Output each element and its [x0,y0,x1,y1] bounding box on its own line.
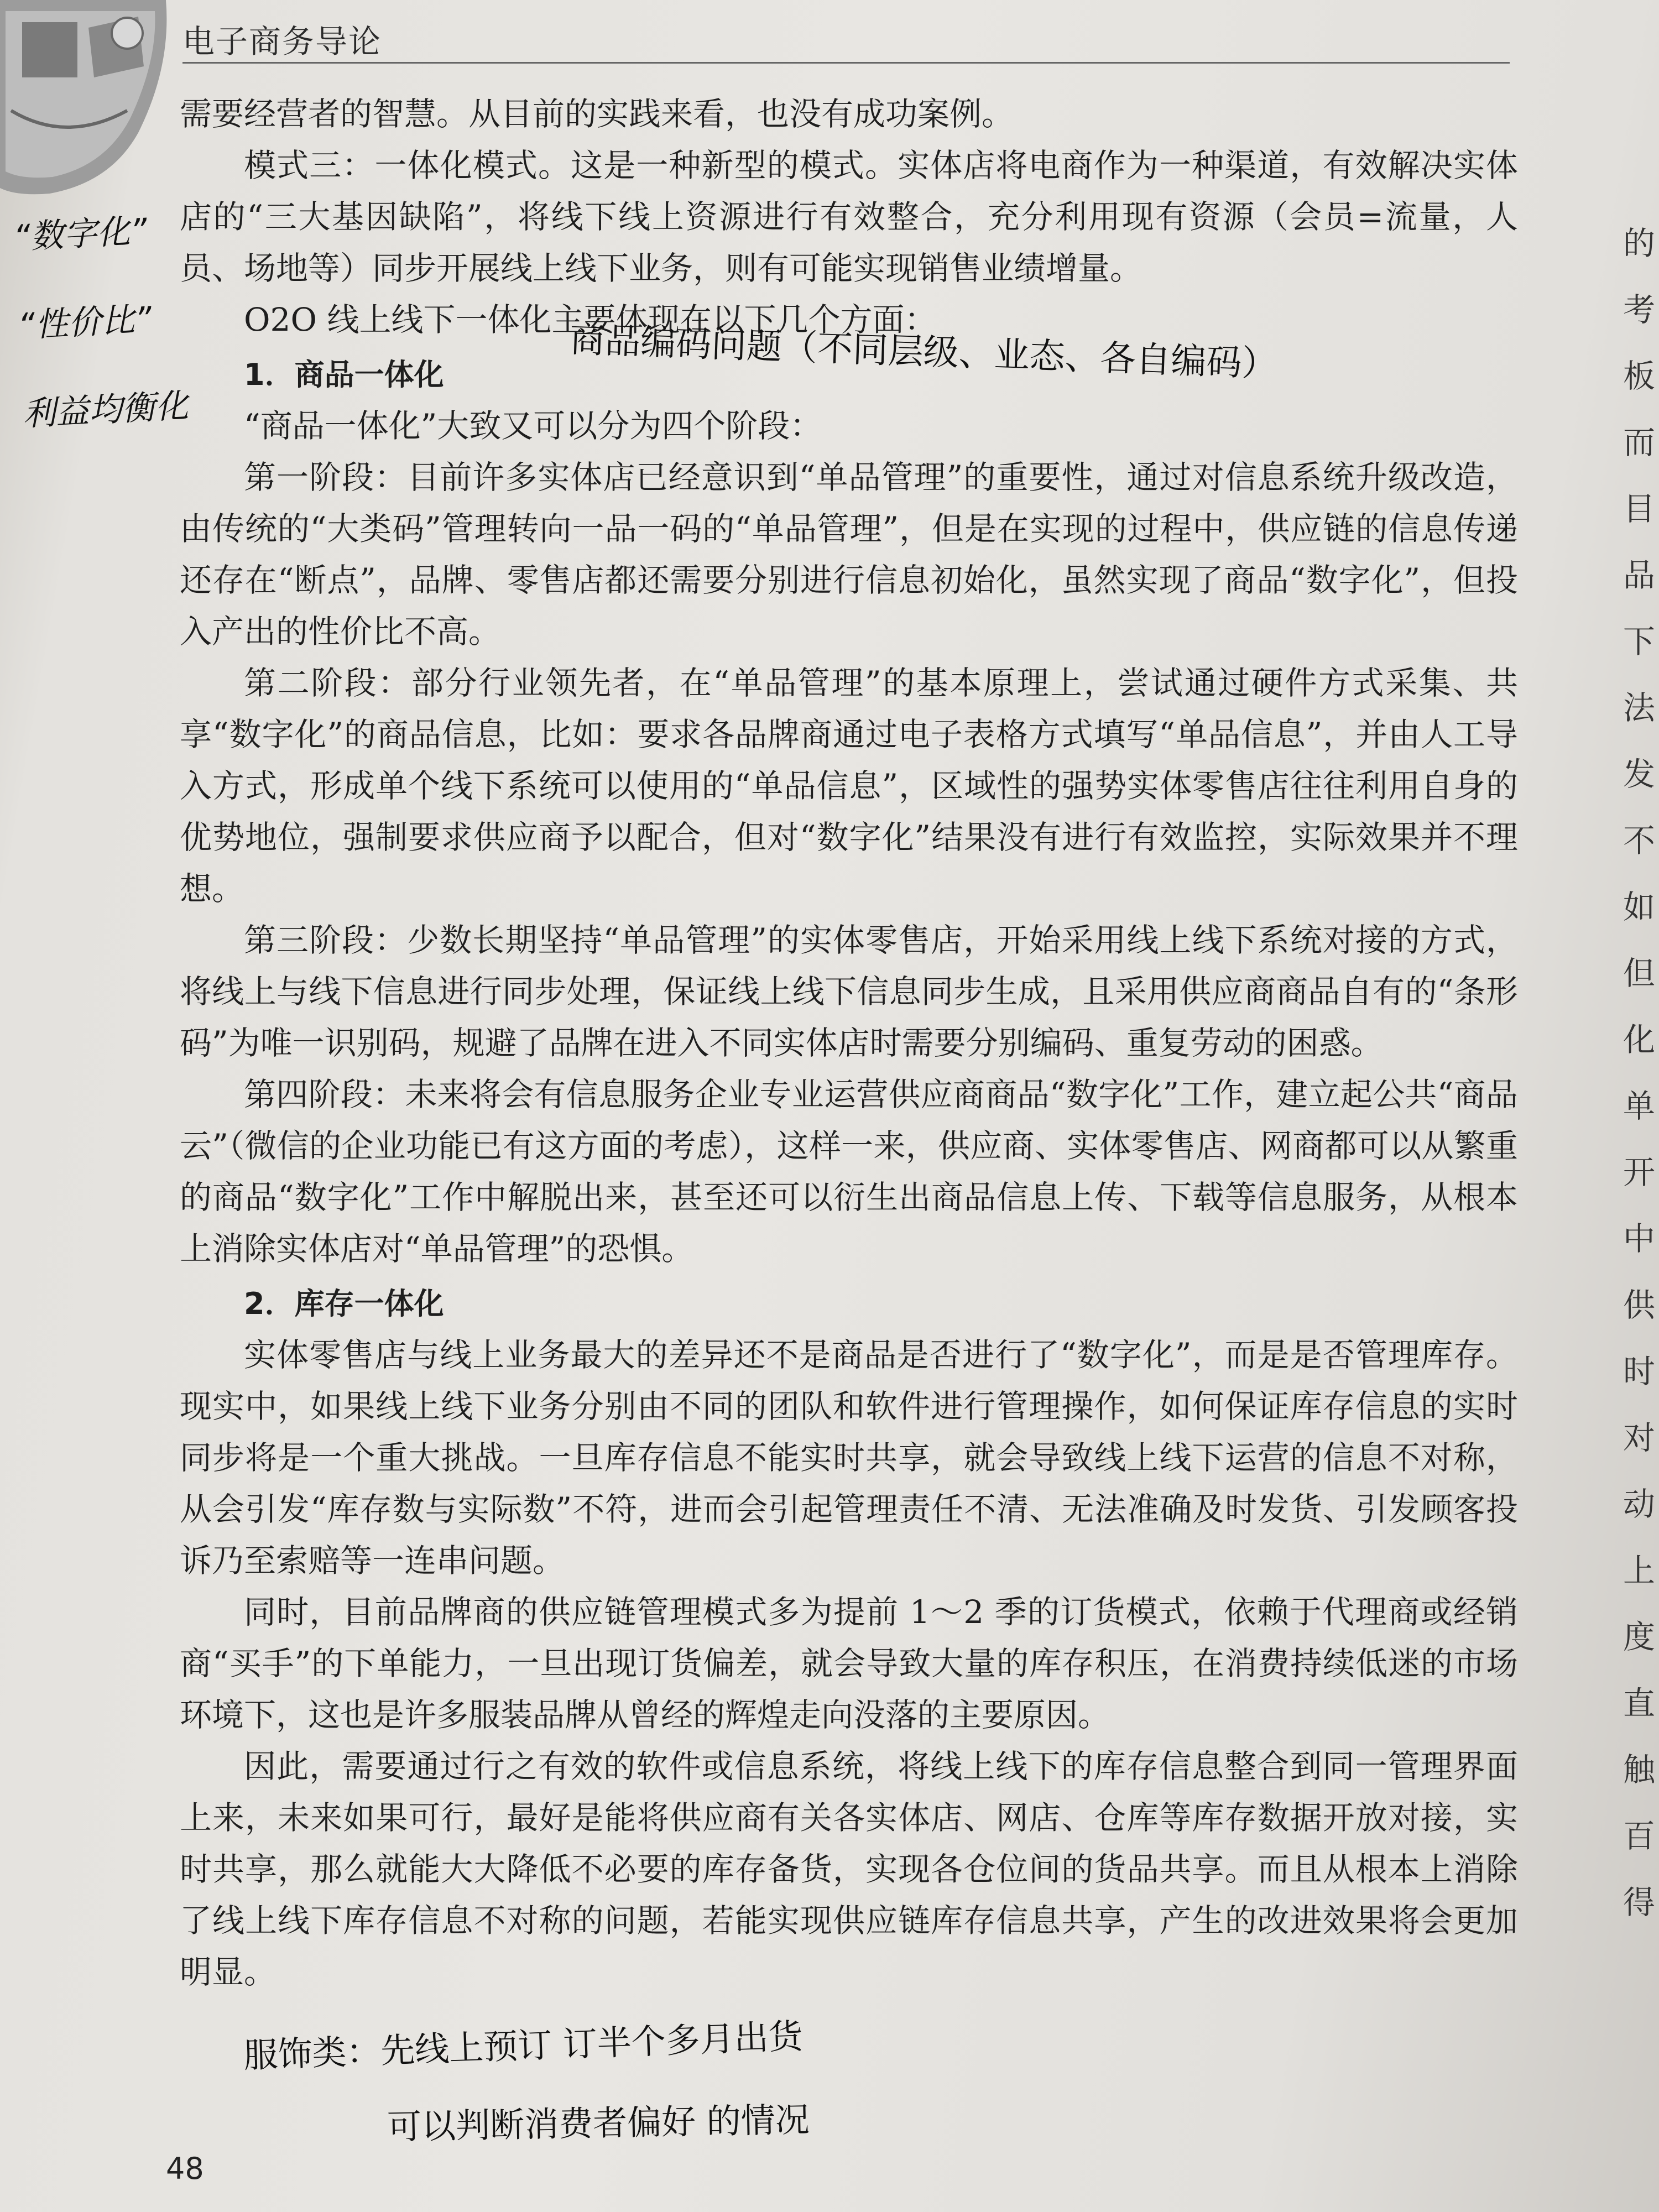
edge-char: 品 [1623,556,1656,594]
paragraph: 需要经营者的智慧。从目前的实践来看，也没有成功案例。 [180,95,1014,133]
edge-char: 但 [1623,954,1656,992]
section-heading: 1．商品一体化 [244,357,444,392]
paragraph: 第四阶段：未来将会有信息服务企业专业运营供应商商品“数字化”工作，建立起公共“商品云”（微信的企业功能已有这方面的考虑），这样一来，供应商、实体零售店、网商都可以从繁重的商品“数字化”工作中解脱出来，甚至还可以衍生出商品信息上传、下载等信息服务，从根本上消除实体店对“单品管理”的恐惧。 [180,1076,1518,1267]
paragraph: 第三阶段：少数长期坚持“单品管理”的实体零售店，开始采用线上线下系统对接的方式，将线上与线下信息进行同步处理，保证线上线下信息同步生成，且采用供应商商品自有的“条形码”为唯一识别码，规避了品牌在进入不同实体店时需要分别编码、重复劳动的困惑。 [180,921,1518,1062]
handwritten-note-bottom-2: 可以判断消费者偏好 的情况 [387,2099,810,2147]
body-text [180,88,1518,1998]
edge-char: 单 [1623,1087,1656,1125]
edge-char: 动 [1623,1485,1656,1523]
paragraph: O2O 线上线下一体化主要体现在以下几个方面： [244,301,937,338]
side-note: “数字化” [12,211,148,257]
paragraph: 同时，目前品牌商的供应链管理模式多为提前 1～2 季的订货模式，依赖于代理商或经销商“买手”的下单能力，一旦出现订货偏差，就会导致大量的库存积压，在消费持续低迷的市场环境下，这也是许多服装品牌从曾经的辉煌走向没落的主要原因。 [180,1593,1518,1734]
edge-char: 目 [1623,490,1656,528]
edge-char: 触 [1623,1751,1656,1788]
side-note: 利益均衡化 [22,386,190,434]
side-note: “性价比” [17,300,153,346]
edge-char: 发 [1623,755,1656,793]
edge-char: 考 [1623,291,1656,328]
edge-char: 如 [1623,888,1656,926]
handwritten-side-notes [11,185,191,458]
paragraph: 第二阶段：部分行业领先者，在“单品管理”的基本原理上，尝试通过硬件方式采集、共享“数字化”的商品信息，比如：要求各品牌商通过电子表格方式填写“单品信息”，并由人工导入方式，形成单个线下系统可以使用的“单品信息”，区域性的强势实体零售店往往利用自身的优势地位，强制要求供应商予以配合，但对“数字化”结果没有进行有效监控，实际效果并不理想。 [180,664,1518,907]
edge-char: 开 [1623,1154,1656,1191]
handwritten-note-bottom-1: 服饰类：先线上预订 订半个多月出货 [243,2016,804,2076]
edge-char: 得 [1623,1884,1656,1921]
edge-char: 度 [1623,1618,1656,1656]
bucket-illustration [0,0,177,199]
edge-char: 的 [1623,225,1656,262]
edge-char: 化 [1623,1021,1656,1058]
edge-char: 供 [1623,1286,1656,1324]
page-number: 48 [166,2151,204,2186]
running-header: 电子商务导论 [182,23,382,60]
paragraph: 因此，需要通过行之有效的软件或信息系统，将线上线下的库存信息整合到同一管理界面上来，未来如果可行，最好是能将供应商有关各实体店、网店、仓库等库存数据开放对接，实时共享，那么就能大大降低不必要的库存备货，实现各仓位间的货品共享。而且从根本上消除了线上线下库存信息不对称的问题，若能实现供应链库存信息共享，产生的改进效果将会更加明显。 [180,1747,1518,1991]
paragraph: 实体零售店与线上业务最大的差异还不是商品是否进行了“数字化”，而是是否管理库存。现实中，如果线上线下业务分别由不同的团队和软件进行管理操作，如何保证库存信息的实时同步将是一个重大挑战。一旦库存信息不能实时共享，就会导致线上线下运营的信息不对称，从会引发“库存数与实际数”不符，进而会引起管理责任不清、无法准确及时发货、引发顾客投诉乃至索赔等一连串问题。 [180,1336,1518,1579]
edge-char: 法 [1623,689,1656,727]
edge-char: 上 [1623,1552,1656,1589]
edge-char: 下 [1623,623,1656,660]
header-divider [182,62,1510,64]
paragraph: 模式三：一体化模式。这是一种新型的模式。实体店将电商作为一种渠道，有效解决实体店的“三大基因缺陷”，将线下线上资源进行有效整合，充分利用现有资源（会员=流量，人员、场地等）同步开展线上线下业务，则有可能实现销售业绩增量。 [180,147,1518,287]
edge-char: 不 [1623,822,1656,859]
edge-char: 中 [1623,1220,1656,1258]
paragraph: “商品一体化”大致又可以分为四个阶段： [244,407,822,445]
section-heading: 2．库存一体化 [244,1286,444,1321]
edge-char: 而 [1623,424,1656,461]
facing-page-edge [1623,210,1656,1936]
handwritten-note-top: 商品编码问题（不同层级、业态、各自编码） [568,319,1278,385]
edge-char: 百 [1623,1817,1656,1855]
edge-char: 时 [1623,1353,1656,1390]
edge-char: 板 [1623,357,1656,395]
edge-char: 对 [1623,1419,1656,1457]
edge-char: 直 [1623,1684,1656,1722]
paragraph: 第一阶段：目前许多实体店已经意识到“单品管理”的重要性，通过对信息系统升级改造，由传统的“大类码”管理转向一品一码的“单品管理”，但是在实现的过程中，供应链的信息传递还存在“断点”，品牌、零售店都还需要分别进行信息初始化，虽然实现了商品“数字化”，但投入产出的性价比不高。 [180,458,1518,650]
